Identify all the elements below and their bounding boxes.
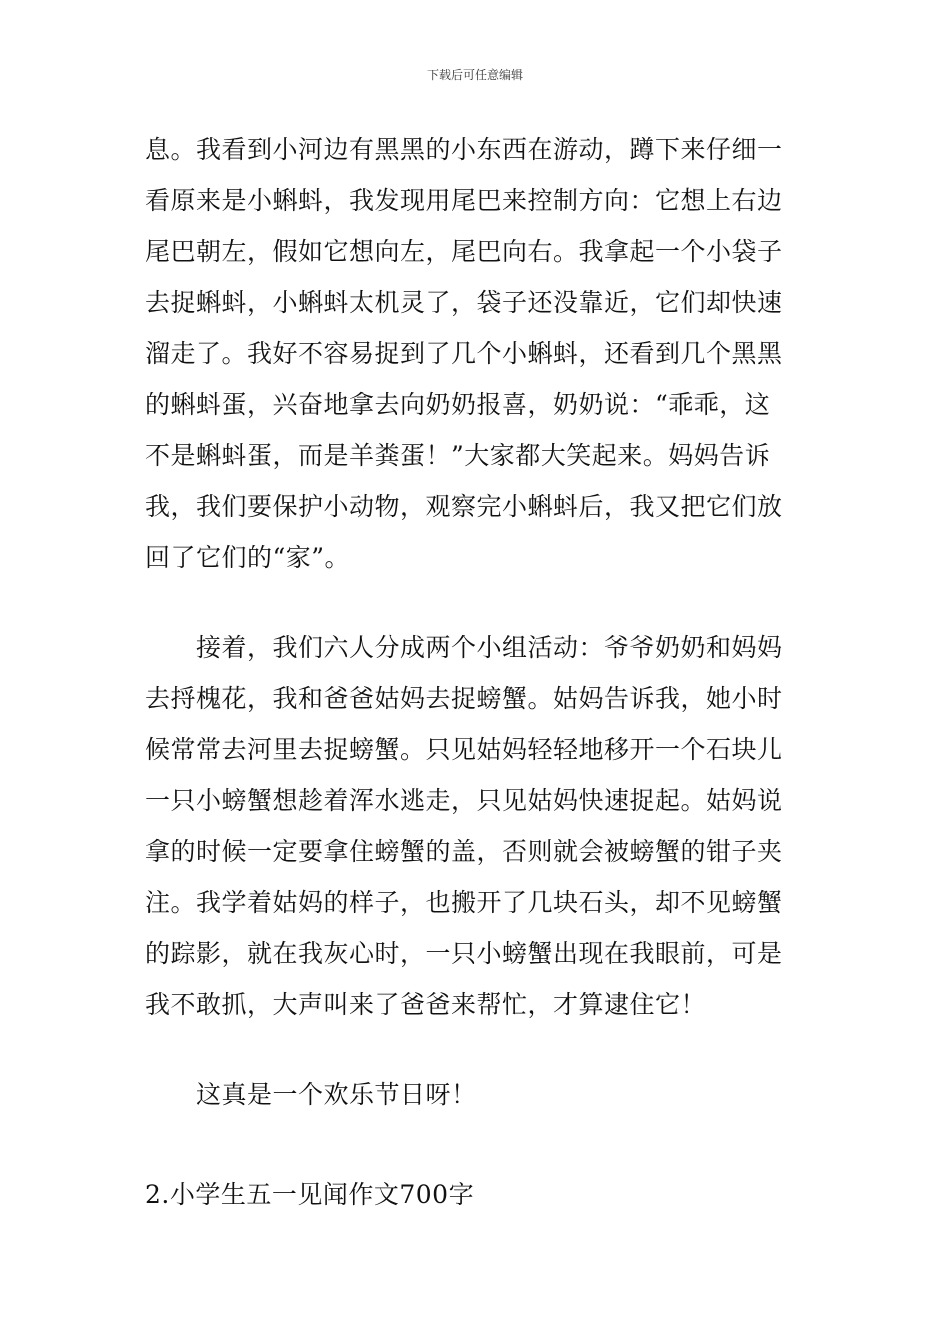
text-line: 看原来是小蝌蚪，我发现用尾巴来控制方向：它想上右边	[145, 186, 783, 215]
page-header: 下载后可任意编辑	[426, 68, 523, 82]
text-line: 注。我学着姑妈的样子，也搬开了几块石头，却不见螃蟹	[145, 888, 783, 917]
paragraph-conclusion	[145, 1069, 811, 1120]
text-line: 溜走了。我好不容易捉到了几个小蝌蚪，还看到几个黑黑	[145, 339, 783, 368]
text-line: 这真是一个欢乐节日呀！	[145, 1080, 477, 1109]
heading-text: 2.小学生五一见闻作文700字	[145, 1180, 475, 1209]
text-line: 不是蝌蚪蛋，而是羊粪蛋！”大家都大笑起来。妈妈告诉	[145, 441, 771, 470]
text-line: 息。我看到小河边有黑黑的小东西在游动，蹲下来仔细一	[145, 135, 783, 164]
text-line: 我，我们要保护小动物，观察完小蝌蚪后，我又把它们放	[145, 492, 783, 521]
text-line: 去捋槐花，我和爸爸姑妈去捉螃蟹。姑妈告诉我，她小时	[145, 684, 783, 713]
text-line: 接着，我们六人分成两个小组活动：爷爷奶奶和妈妈	[145, 633, 783, 662]
text-line: 候常常去河里去捉螃蟹。只见姑妈轻轻地移开一个石块儿	[145, 735, 783, 764]
paragraph-crabs	[145, 622, 811, 1030]
text-line: 尾巴朝左，假如它想向左，尾巴向右。我拿起一个小袋子	[145, 237, 783, 266]
text-line: 我不敢抓，大声叫来了爸爸来帮忙，才算逮住它！	[145, 990, 707, 1019]
paragraph-tadpoles	[145, 124, 811, 583]
section-heading	[145, 1169, 811, 1220]
text-line: 回了它们的“家”。	[145, 543, 351, 572]
text-line: 的踪影，就在我灰心时，一只小螃蟹出现在我眼前，可是	[145, 939, 783, 968]
text-line: 一只小螃蟹想趁着浑水逃走，只见姑妈快速捉起。姑妈说	[145, 786, 783, 815]
text-line: 的蝌蚪蛋，兴奋地拿去向奶奶报喜，奶奶说：“乖乖，这	[145, 390, 771, 419]
text-line: 拿的时候一定要拿住螃蟹的盖，否则就会被螃蟹的钳子夹	[145, 837, 783, 866]
text-line: 去捉蝌蚪，小蝌蚪太机灵了，袋子还没靠近，它们却快速	[145, 288, 783, 317]
